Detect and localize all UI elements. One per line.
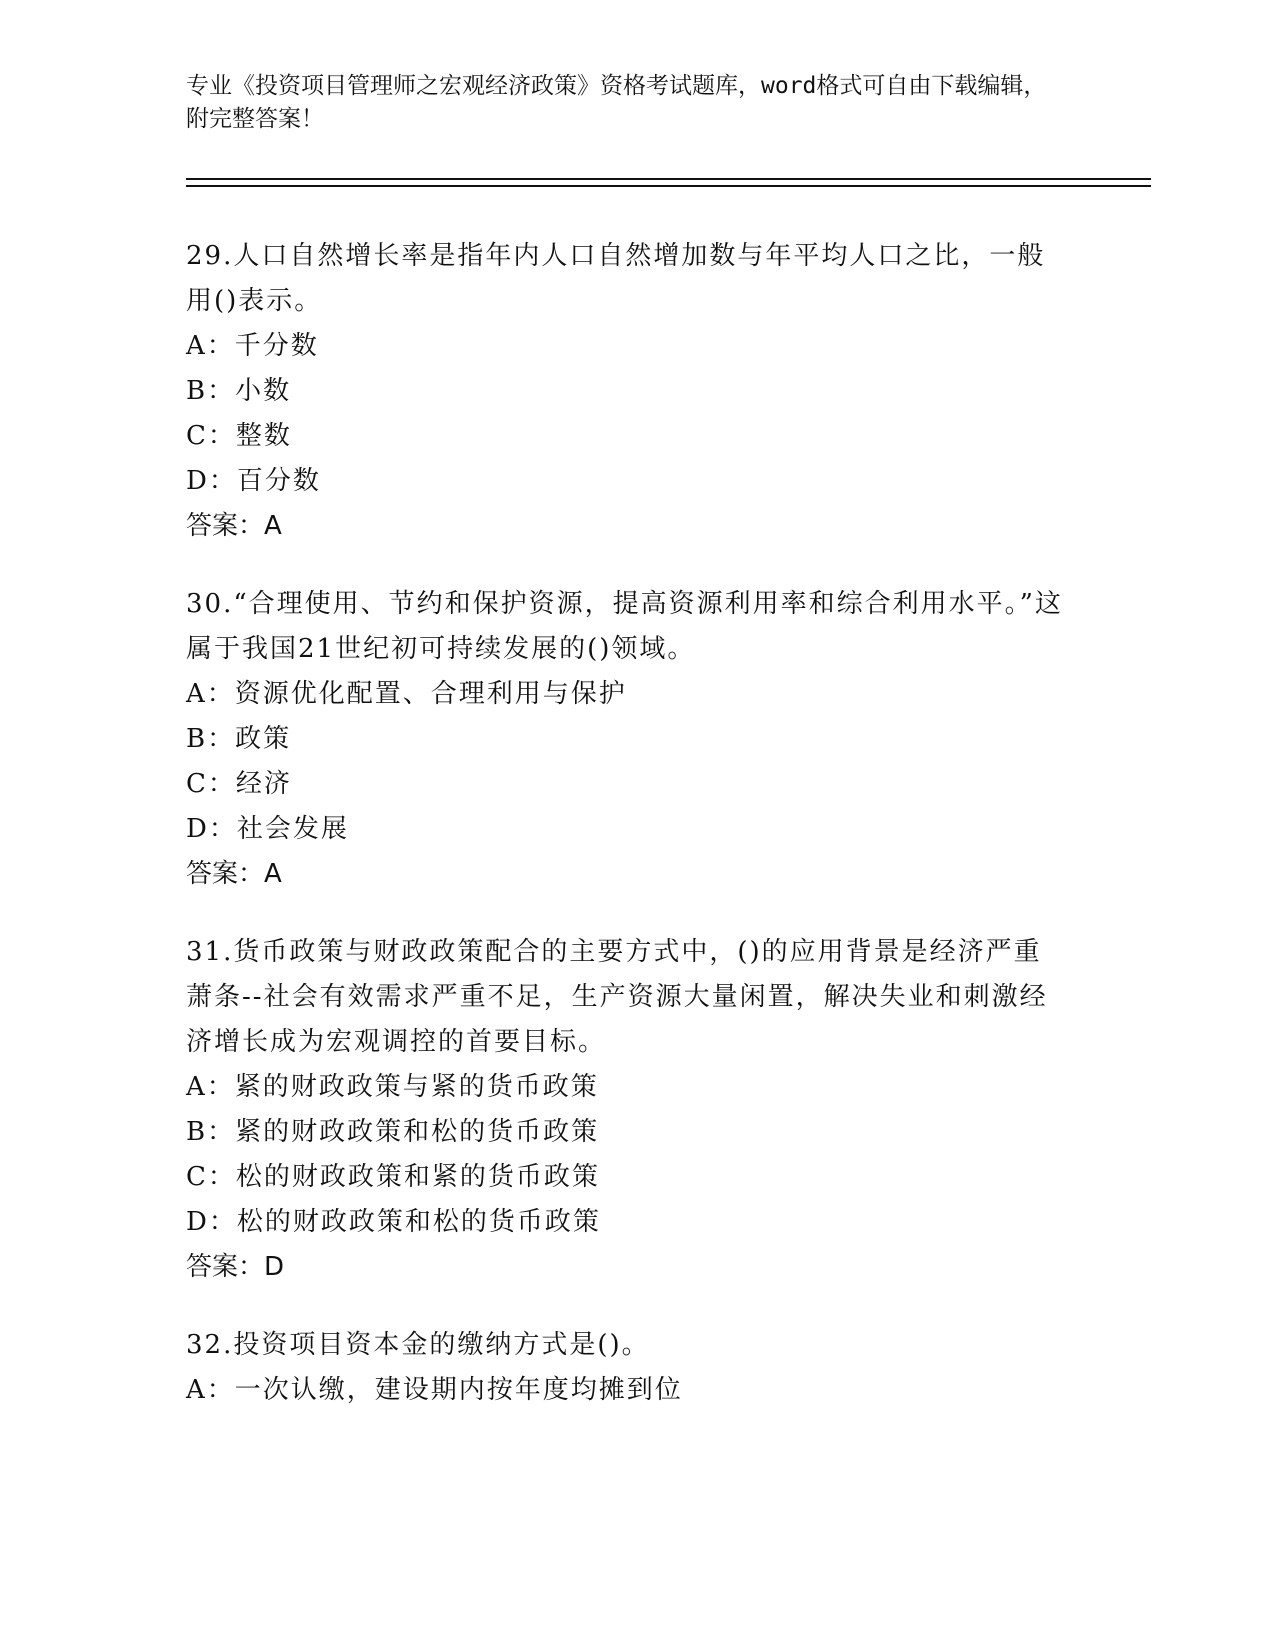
- question-31: [186, 930, 1066, 1290]
- question-stem: 32.投资项目资本金的缴纳方式是()。: [186, 1330, 650, 1360]
- question-29: [186, 234, 1066, 549]
- question-stem: 29.人口自然增长率是指年内人口自然增加数与年平均人口之比，一般用()表示。: [186, 241, 1046, 316]
- question-stem: 31.货币政策与财政政策配合的主要方式中，()的应用背景是经济严重萧条--社会有效需求严重不足，生产资源大量闲置，解决失业和刺激经济增长成为宏观调控的首要目标。: [186, 937, 1048, 1057]
- option-c: C：整数: [186, 421, 292, 451]
- question-30: [186, 582, 1066, 897]
- answer-line: 答案：A: [186, 511, 282, 541]
- option-a: A：资源优化配置、合理利用与保护: [186, 679, 627, 709]
- answer-line: 答案：D: [186, 1252, 285, 1282]
- question-list: [186, 234, 1066, 1446]
- option-d: D：社会发展: [186, 814, 349, 844]
- header-divider-bottom: [186, 185, 1151, 187]
- option-a: A：千分数: [186, 331, 319, 361]
- question-stem: 30.“合理使用、节约和保护资源，提高资源利用率和综合利用水平。”这属于我国21世纪初可持续发展的()领域。: [186, 589, 1063, 664]
- option-a: A：一次认缴，建设期内按年度均摊到位: [186, 1375, 683, 1405]
- option-c: C：松的财政政策和紧的货币政策: [186, 1162, 600, 1192]
- question-32: [186, 1323, 1066, 1413]
- header-divider-top: [186, 178, 1151, 180]
- option-d: D：松的财政政策和松的货币政策: [186, 1207, 601, 1237]
- option-c: C：经济: [186, 769, 292, 799]
- answer-line: 答案：A: [186, 859, 282, 889]
- option-d: D：百分数: [186, 466, 321, 496]
- option-b: B：紧的财政政策和松的货币政策: [186, 1117, 600, 1147]
- option-b: B：小数: [186, 376, 292, 406]
- document-header: 专业《投资项目管理师之宏观经济政策》资格考试题库，word格式可自由下载编辑，附完整答案！: [186, 73, 1047, 132]
- option-b: B：政策: [186, 724, 292, 754]
- option-a: A：紧的财政政策与紧的货币政策: [186, 1072, 599, 1102]
